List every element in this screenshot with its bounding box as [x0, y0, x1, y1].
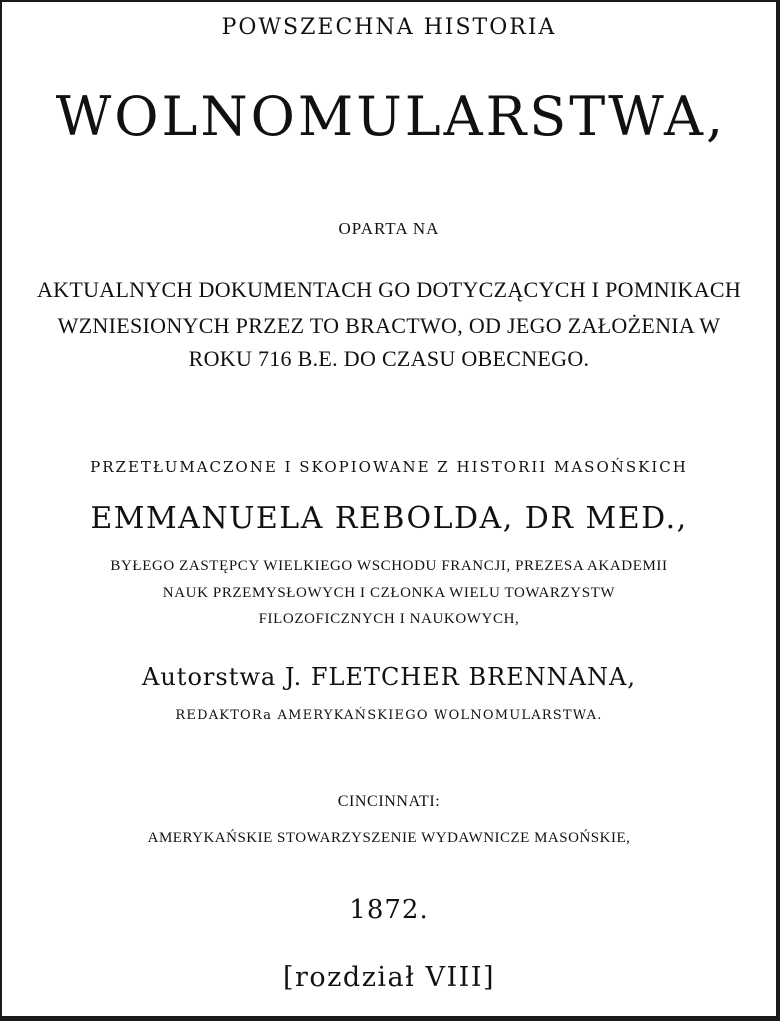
editor-line: REDAKTORa AMERYKAŃSKIEGO WOLNOMULARSTWA. [175, 708, 603, 723]
based-on-label: OPARTA NA [338, 219, 440, 238]
series-title: POWSZECHNA HISTORIA [221, 15, 557, 40]
translated-from-line: PRZETŁUMACZONE I SKOPIOWANE Z HISTORII MASOŃSKICH [90, 458, 688, 476]
credentials-line-1: BYŁEGO ZASTĘPCY WIELKIEGO WSCHODU FRANCJI, PREZESA AKADEMII [110, 558, 668, 574]
publisher-name: AMERYKAŃSKIE STOWARZYSZENIE WYDAWNICZE MASOŃSKIE, [147, 830, 631, 846]
subtitle-line-2: WZNIESIONYCH PRZEZ TO BRACTWO, OD JEGO ZAŁOŻENIA W [57, 313, 721, 338]
authorship-line: Autorstwa J. FLETCHER BRENNANA, [142, 663, 636, 691]
publication-city: CINCINNATI: [337, 793, 441, 810]
credentials-line-3: FILOZOFICZNYCH I NAUKOWYCH, [258, 611, 520, 627]
publication-year: 1872. [349, 895, 429, 925]
chapter-label: [rozdział VIII] [282, 962, 496, 993]
original-author-name: EMMANUELA REBOLDA, DR MED., [90, 501, 688, 536]
credentials-line-2: NAUK PRZEMYSŁOWYCH I CZŁONKA WIELU TOWARZYSTW [162, 585, 616, 601]
main-title: WOLNOMULARSTWA, [55, 85, 727, 148]
subtitle-line-1: AKTUALNYCH DOKUMENTACH GO DOTYCZĄCYCH I POMNIKACH [36, 277, 742, 302]
subtitle-line-3: ROKU 716 B.E. DO CZASU OBECNEGO. [188, 346, 590, 371]
